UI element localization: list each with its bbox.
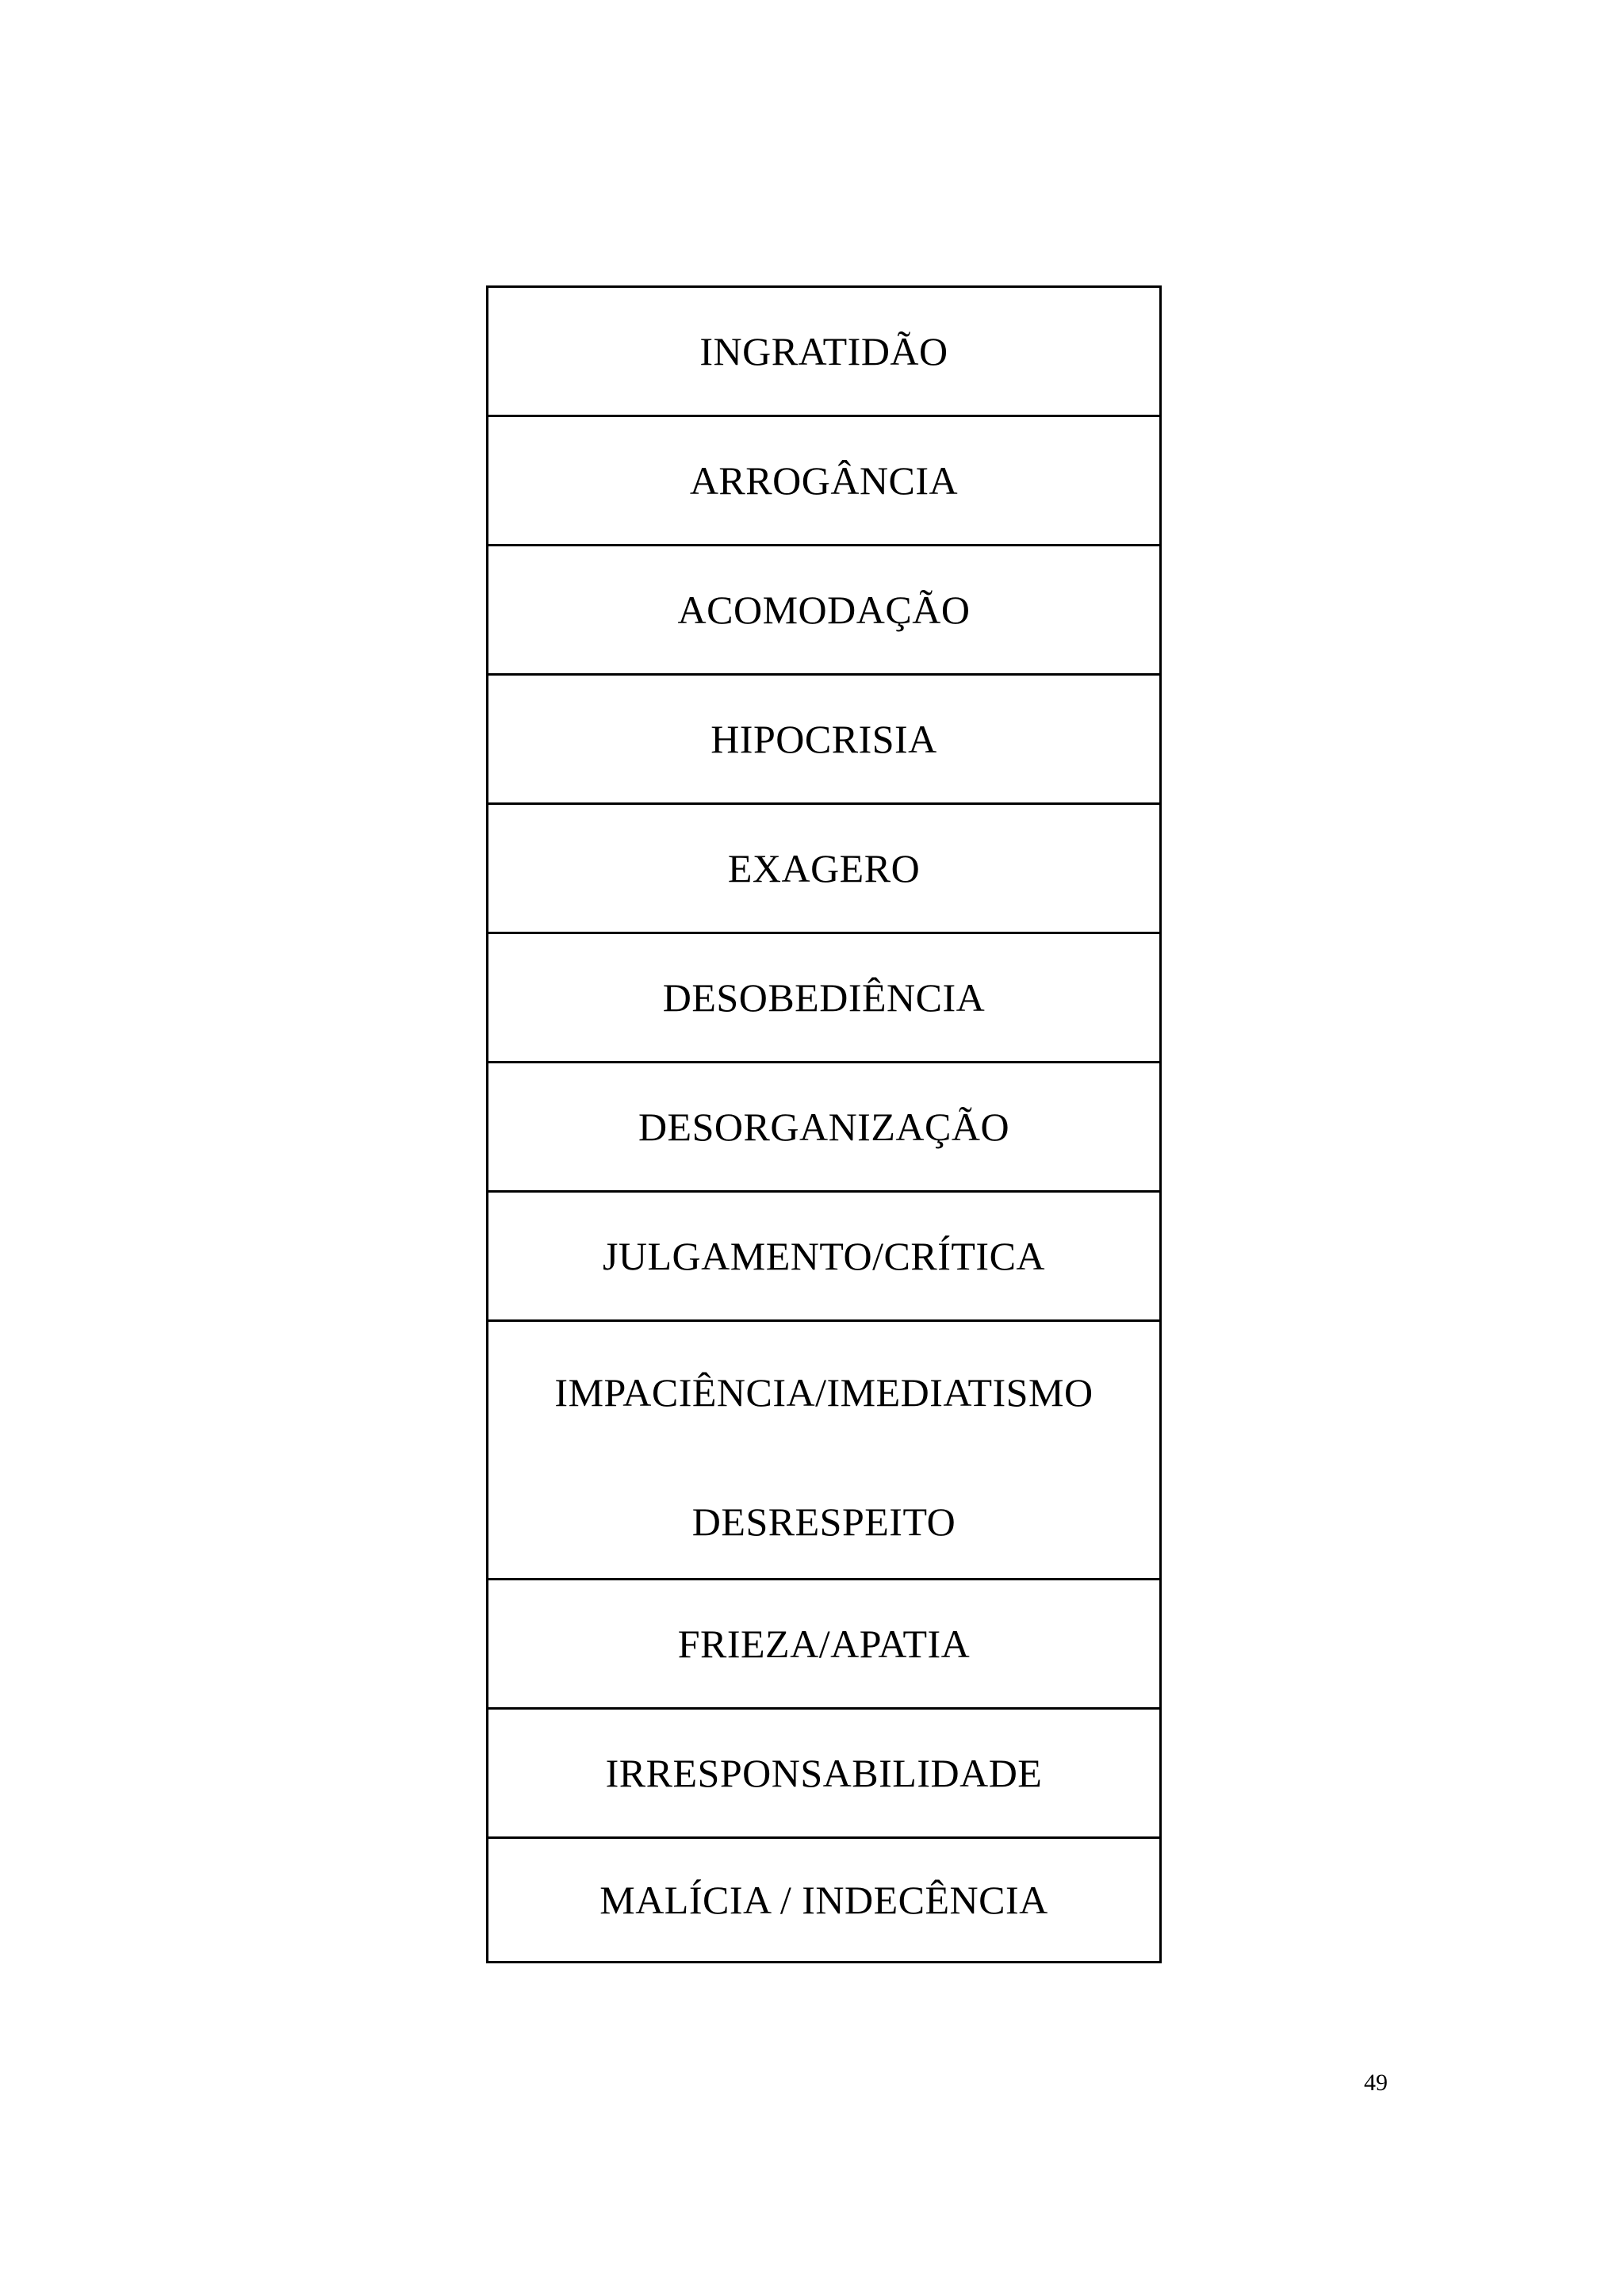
page-number: 49 [1364, 2070, 1388, 2096]
row-label: DESORGANIZAÇÃO [638, 1105, 1010, 1149]
table-row [488, 934, 1159, 1063]
table-row [488, 676, 1159, 805]
table-row [488, 1063, 1159, 1193]
row-label: IRRESPONSABILIDADE [605, 1751, 1043, 1795]
row-label: JULGAMENTO/CRÍTICA [602, 1234, 1046, 1278]
row-label: ARROGÂNCIA [689, 458, 959, 503]
row-label: IMPACIÊNCIA/IMEDIATISMO [554, 1370, 1094, 1415]
row-label: HIPOCRISIA [710, 717, 937, 761]
row-label: DESRESPEITO [691, 1499, 956, 1544]
table-row [488, 288, 1159, 417]
table-row [488, 546, 1159, 676]
vices-table [486, 285, 1162, 1963]
table-row [488, 805, 1159, 934]
table-row [488, 417, 1159, 546]
table-row [488, 1193, 1159, 1322]
table-row [488, 1710, 1159, 1839]
row-label: EXAGERO [727, 846, 921, 890]
table-row [488, 1839, 1159, 1961]
row-label: INGRATIDÃO [699, 329, 948, 373]
row-label: MALÍCIA / INDECÊNCIA [599, 1878, 1048, 1922]
row-label: DESOBEDIÊNCIA [662, 975, 986, 1020]
table-row-double [488, 1322, 1159, 1580]
row-label: FRIEZA/APATIA [677, 1622, 971, 1666]
row-label: ACOMODAÇÃO [677, 588, 971, 632]
table-row [488, 1580, 1159, 1710]
